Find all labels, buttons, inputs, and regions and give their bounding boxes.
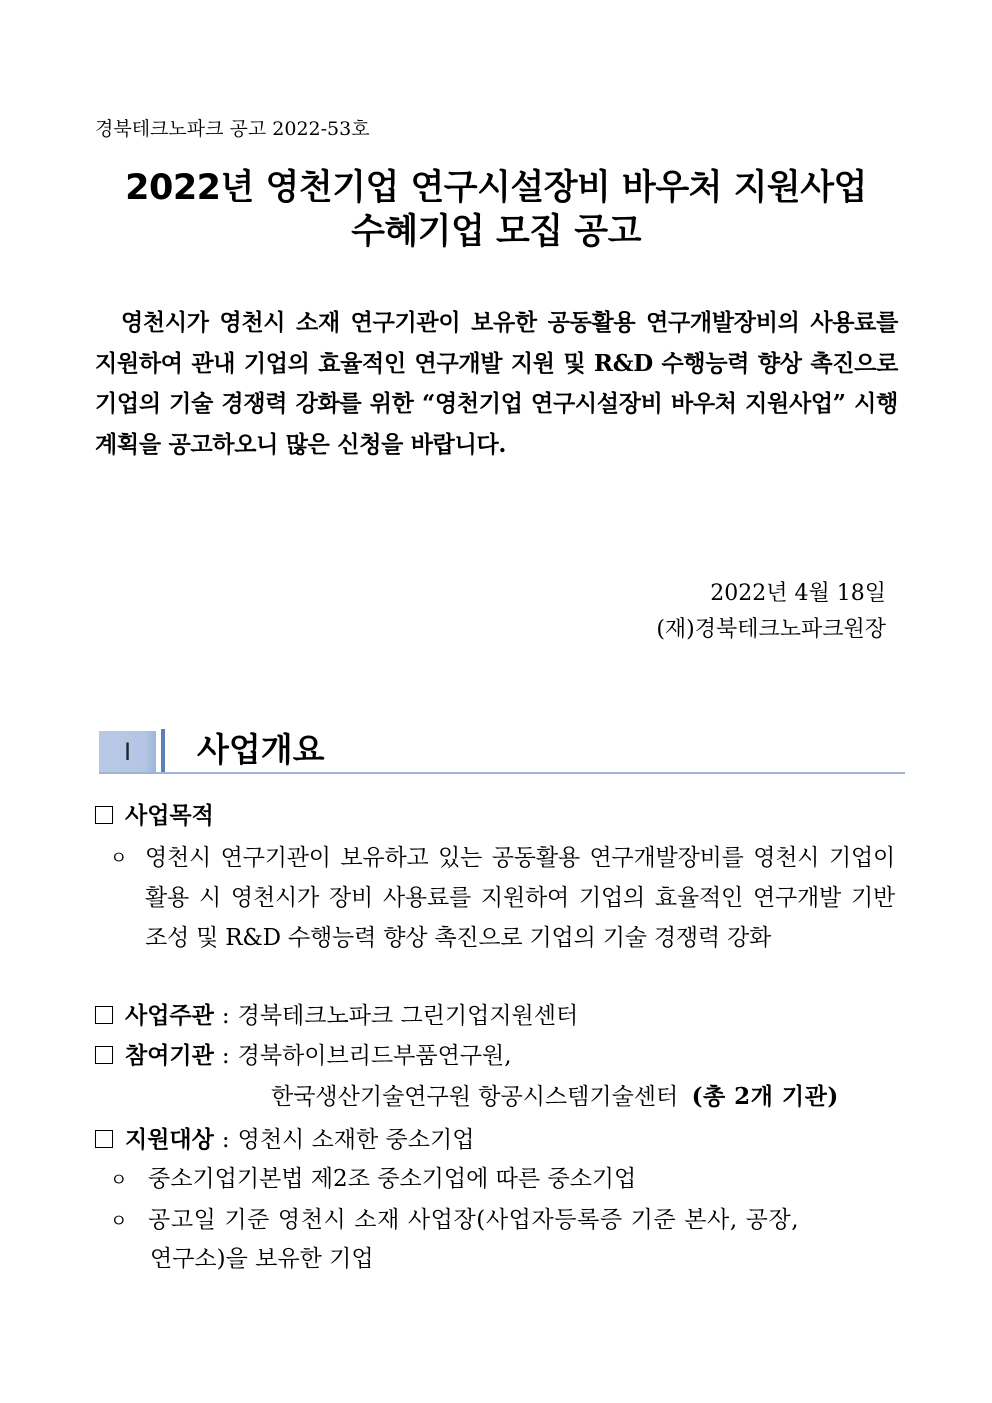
target-label: 지원대상: [125, 1126, 214, 1153]
participants-row2: [271, 1082, 839, 1112]
target-row: [95, 1125, 474, 1155]
checkbox-square-icon: [95, 1006, 113, 1024]
intro-paragraph: 영천시가 영천시 소재 연구기관이 보유한 공동활용 연구개발장비의 사용료를 지원하여 관내 기업의 효율적인 연구개발 지원 및 R&D 수행능력 향상 촉진으로 기업의 기술 경쟁력 강화를 위한 “영천기업 연구시설장비 바우처 지원사업” 시행 계획을 공고하오니 많은 신청을 바랍니다.: [95, 309, 898, 458]
participants-value2: 한국생산기술연구원 항공시스템기술센터: [271, 1084, 679, 1110]
target-bullet2-row: [110, 1205, 799, 1237]
announcement-date: 2022년 4월 18일: [710, 581, 886, 606]
organizer-value: 경북테크노파크 그린기업지원센터: [237, 1003, 579, 1029]
purpose-bullet: ㅇ: [110, 848, 128, 869]
target-value: 영천시 소재한 중소기업: [237, 1127, 475, 1153]
organizer-colon: :: [221, 1003, 230, 1029]
organizer-label: 사업주관: [125, 1002, 214, 1029]
section-divider-bar: [161, 729, 165, 773]
notice-number: 경북테크노파크 공고 2022-53호: [95, 118, 370, 140]
organizer-row: [95, 1001, 578, 1031]
participants-row: [95, 1041, 512, 1071]
purpose-heading: [95, 801, 214, 831]
section-number: Ⅰ: [123, 738, 132, 766]
target-bullet1-row: [110, 1164, 636, 1196]
bullet-circle-icon: ㅇ: [110, 1211, 128, 1232]
bullet-circle-icon: ㅇ: [110, 1170, 128, 1191]
issuer-organization: (재)경북테크노파크원장: [656, 617, 886, 642]
participants-total: (총 2개 기관): [691, 1083, 839, 1110]
checkbox-square-icon: [95, 1046, 113, 1064]
page-title-line2: 수혜기업 모집 공고: [351, 212, 641, 252]
page-title-line1: 2022년 영천기업 연구시설장비 바우처 지원사업: [125, 168, 867, 208]
section-underline: [99, 772, 905, 774]
purpose-label: 사업목적: [125, 802, 214, 829]
section-title: 사업개요: [197, 730, 325, 769]
participants-value1: 경북하이브리드부품연구원,: [237, 1043, 512, 1069]
participants-colon: :: [221, 1043, 230, 1069]
target-colon: :: [221, 1127, 230, 1153]
purpose-text: 영천시 연구기관이 보유하고 있는 공동활용 연구개발장비를 영천시 기업이 활용 시 영천시가 장비 사용료를 지원하여 기업의 효율적인 연구개발 기반 조성 및 R&D 수행능력 향상 촉진으로 기업의 기술 경쟁력 강화: [145, 845, 895, 951]
target-bullet2-line2: 연구소)을 보유한 기업: [150, 1246, 374, 1272]
checkbox-square-icon: [95, 806, 113, 824]
target-bullet2-line1: 공고일 기준 영천시 소재 사업장(사업자등록증 기준 본사, 공장,: [148, 1207, 800, 1233]
target-bullet1: 중소기업기본법 제2조 중소기업에 따른 중소기업: [148, 1166, 637, 1192]
checkbox-square-icon: [95, 1130, 113, 1148]
participants-label: 참여기관: [125, 1042, 214, 1069]
